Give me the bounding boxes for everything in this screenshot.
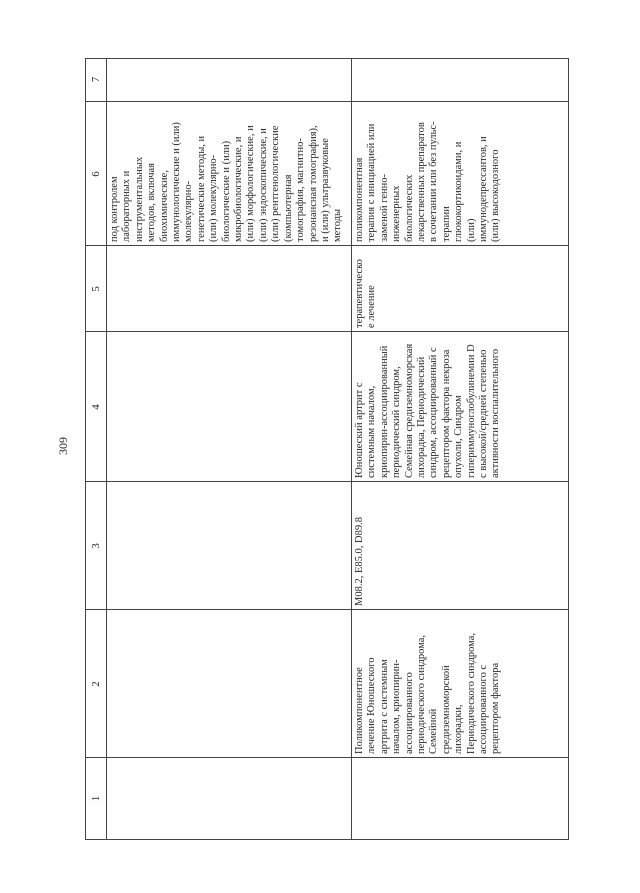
page-number: 309: [56, 437, 70, 455]
column-header-2: 2: [90, 681, 102, 687]
column-header-5: 5: [90, 286, 102, 292]
column-header-6: 6: [90, 171, 102, 177]
row-b-diagnosis-cell: Юношеский артрит с системным началом, криопирин-ассоциированный периодический синдром, Семейная средиземноморская лихорадка, Периодический синдром, ассоциированный с рецептором фактора некроза опухоли, Синдром гипериммуноглобулинемии D с высокой/средней степенью активности воспалительного: [354, 343, 502, 478]
column-header-1: 1: [90, 795, 102, 802]
column-header-3: 3: [90, 543, 102, 549]
data-table: [85, 58, 569, 840]
table-column-1: [86, 758, 568, 839]
row-b-therapy-description-cell: поликомпонентная терапия с инициацией или заменой генно- инженерных биологических лекарственных препаратов в сочетании или без пульс- терапии глюкокортикоидами, и (или) иммунодепрессантов, и (или) высокодозного: [354, 121, 502, 242]
rotated-table-area: [85, 58, 569, 840]
column-header-7: 7: [90, 76, 102, 83]
row-b-treatment-name-cell: Поликомпонентное лечение Юношеского артрита с системным началом, криопирин- ассоциированного периодического синдрома, Семейной средиземноморской лихорадки, Периодического синдрома, ассоциированного с рецептором фактора: [354, 632, 502, 754]
table-column-7: [86, 57, 568, 102]
row-b-icd-codes-cell: M08.2, E85.0, D89.8: [354, 517, 365, 606]
column-header-4: 4: [90, 404, 102, 410]
row-a-methods-cell: под контролем лабораторных и инструментальных методов, включая биохимические, иммунологические и (или) молекулярно- генетические методы, и (или) молекулярно- биологические и (или) микробиологические, и (или) морфологические, и (или) эндоскопические, и (или) рентгенологические (компьютерная томография, магнитно- резонансная томография), и (или) ультразвуковые методы: [109, 122, 344, 242]
row-b-treatment-type-cell: терапевтическо е лечение: [354, 259, 378, 328]
